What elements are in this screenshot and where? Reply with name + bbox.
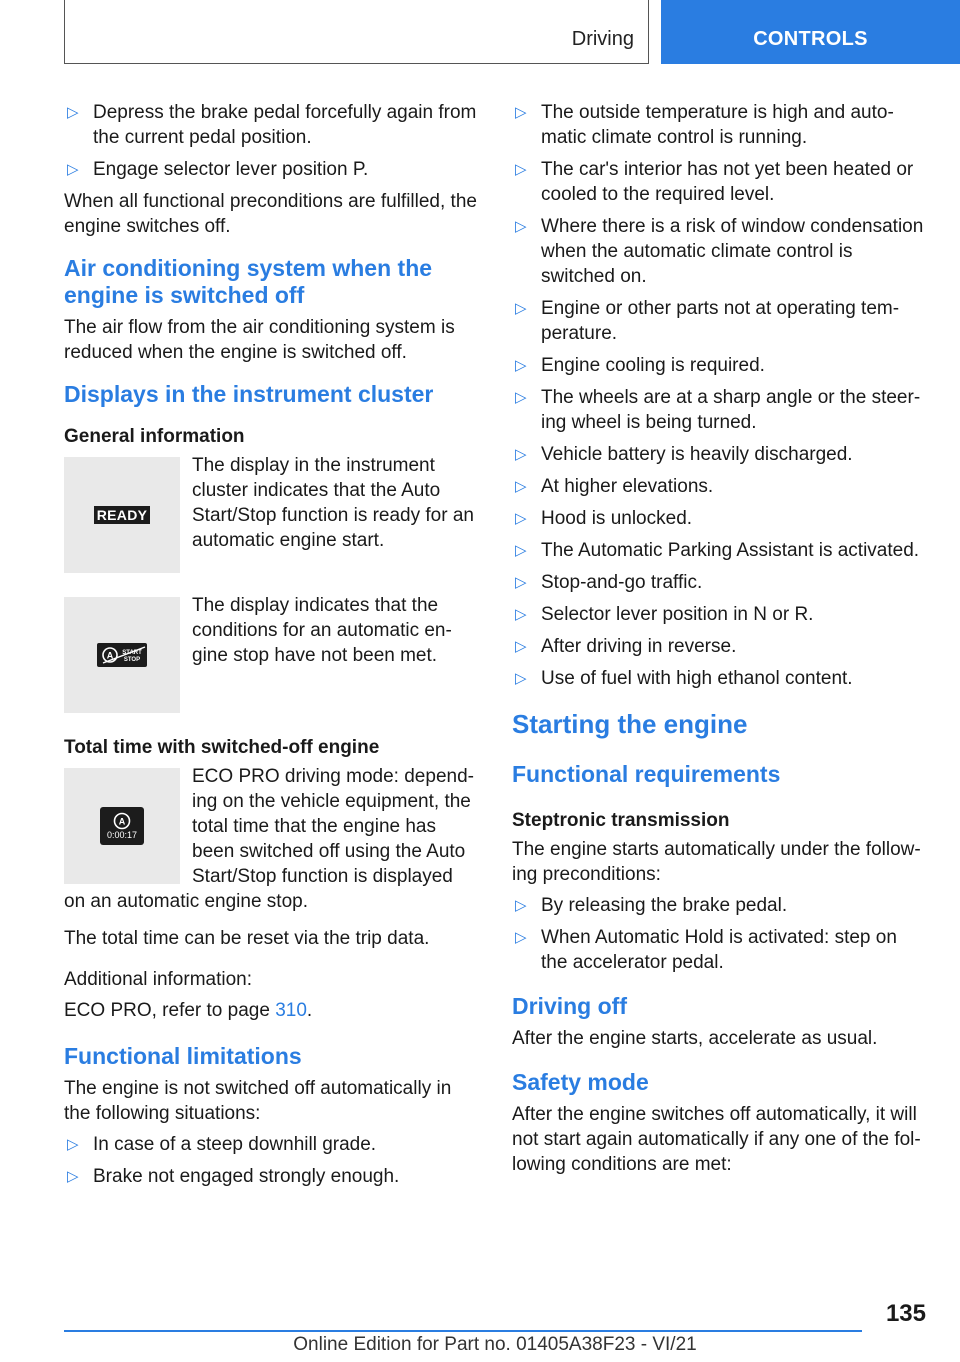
left-column (64, 100, 479, 1196)
section-title: Driving (571, 28, 634, 50)
chapter-tab-label: CONTROLS (753, 28, 868, 50)
bullet-triangle-icon: ▷ (515, 300, 527, 317)
paragraph: Additional information: (64, 969, 252, 990)
list-item: ▷ The wheels are at a sharp angle or the steer-ing wheel is being turned. (515, 387, 921, 433)
auto-start-stop-off-icon (97, 643, 147, 667)
bullet-triangle-icon: ▷ (515, 929, 527, 946)
paragraph: The total time can be reset via the trip data. (64, 928, 430, 949)
page-reference: ECO PRO, refer to page 310. (64, 1000, 313, 1021)
paragraph: The display indicates that the conditions for an automatic en-gine stop have not been met. (192, 595, 452, 666)
list-item: ▷ Vehicle battery is heavily discharged. (515, 444, 853, 465)
list-item: ▷ Where there is a risk of window condensation when the automatic climate control is switched on. (515, 216, 924, 287)
subheading-general: General information (64, 426, 245, 447)
list-item: ▷ At higher elevations. (515, 476, 714, 497)
list-item: ▷ When Automatic Hold is activated: step on the accelerator pedal. (515, 927, 897, 973)
header-frame (64, 0, 649, 64)
bullet-triangle-icon: ▷ (515, 389, 527, 406)
heading-aircon: Air conditioning system when the engine is switched off (64, 255, 433, 308)
paragraph: The engine starts automatically under the follow-ing preconditions: (512, 839, 921, 885)
bullet-triangle-icon: ▷ (515, 897, 527, 914)
heading-functional-requirements: Functional requirements (512, 761, 781, 787)
page-link[interactable]: 310 (275, 1000, 307, 1021)
auto-start-stop-icon (113, 812, 131, 830)
list-item: ▷ Hood is unlocked. (515, 508, 693, 529)
stop-timer-icon (100, 807, 144, 845)
stop-display-image (64, 597, 180, 713)
list-item: ▷ Engine cooling is required. (515, 355, 765, 376)
paragraph: ECO PRO driving mode: depend-ing on the vehicle equipment, the total time that the engine has been switched off using the Auto Start/Stop function is displayed on an automatic engine stop. (64, 766, 474, 912)
bullet-triangle-icon: ▷ (515, 670, 527, 687)
list-item: ▷ Use of fuel with high ethanol content. (515, 668, 853, 689)
bullet-triangle-icon: ▷ (515, 478, 527, 495)
total-time-block (64, 764, 479, 920)
svg-text:A: A (106, 650, 114, 661)
paragraph: After the engine switches off automatically, it will not start again automatically if any one of the fol-lowing conditions are met: (512, 1104, 921, 1175)
bullet-triangle-icon: ▷ (515, 574, 527, 591)
paragraph: When all functional preconditions are fulfilled, the engine switches off. (64, 191, 477, 237)
bullet-triangle-icon: ▷ (515, 104, 527, 121)
footer-edition: Online Edition for Part no. 01405A38F23 - VI/21 (293, 1334, 697, 1355)
heading-safety-mode: Safety mode (512, 1069, 649, 1095)
heading-driving-off: Driving off (512, 993, 627, 1019)
total-time-image (64, 768, 180, 884)
ready-display-block (64, 453, 479, 573)
list-item: ▷ The outside temperature is high and auto-matic climate control is running. (515, 102, 894, 148)
bullet-triangle-icon: ▷ (515, 510, 527, 527)
bullet-triangle-icon: ▷ (515, 542, 527, 559)
stop-timer-value: 0:00:17 (106, 829, 138, 840)
bullet-triangle-icon: ▷ (515, 446, 527, 463)
bullet-triangle-icon: ▷ (67, 1168, 79, 1185)
list-item: ▷ In case of a steep downhill grade. (67, 1134, 377, 1155)
subheading-steptronic: Steptronic transmission (512, 810, 730, 831)
heading-starting: Starting the engine (512, 709, 748, 739)
heading-limitations: Functional limitations (64, 1043, 302, 1069)
heading-displays: Displays in the instrument cluster (64, 381, 434, 407)
auto-start-stop-symbol (101, 645, 147, 665)
ready-icon: READY (94, 506, 151, 524)
svg-text:START: START (122, 650, 142, 656)
list-item: ▷ The Automatic Parking Assistant is activated. (515, 540, 920, 561)
bullet-triangle-icon: ▷ (515, 606, 527, 623)
paragraph: The air flow from the air conditioning system is reduced when the engine is switched off. (64, 317, 455, 363)
paragraph: The display in the instrument cluster indicates that the Auto Start/Stop function is ready for an automatic engine start. (192, 455, 474, 551)
right-column (512, 100, 927, 1183)
list-item: ▷ Stop-and-go traffic. (515, 572, 703, 593)
svg-text:A: A (118, 816, 126, 826)
list-item: ▷ The car's interior has not yet been heated or cooled to the required level. (515, 159, 914, 205)
footer-rule (64, 1330, 862, 1332)
list-item: ▷ Selector lever position in N or R. (515, 604, 814, 625)
bullet-triangle-icon: ▷ (67, 1136, 79, 1153)
bullet-triangle-icon: ▷ (515, 218, 527, 235)
list-item: ▷ Brake not engaged strongly enough. (67, 1166, 400, 1187)
subheading-total-time: Total time with switched-off engine (64, 737, 380, 758)
bullet-triangle-icon: ▷ (515, 161, 527, 178)
list-item: ▷ Engine or other parts not at operating tem-perature. (515, 298, 900, 344)
ready-display-image (64, 457, 180, 573)
bullet-triangle-icon: ▷ (67, 161, 79, 178)
page-number: 135 (885, 1300, 926, 1327)
paragraph: The engine is not switched off automatically in the following situations: (64, 1078, 452, 1124)
list-item: ▷ Depress the brake pedal forcefully again from the current pedal position. (67, 102, 477, 148)
list-item: ▷ After driving in reverse. (515, 636, 737, 657)
list-item: ▷ By releasing the brake pedal. (515, 895, 788, 916)
paragraph: After the engine starts, accelerate as usual. (512, 1028, 878, 1049)
bullet-triangle-icon: ▷ (515, 638, 527, 655)
chapter-tab[interactable] (661, 0, 960, 64)
stop-display-block (64, 593, 479, 713)
bullet-triangle-icon: ▷ (67, 104, 79, 121)
bullet-triangle-icon: ▷ (515, 357, 527, 374)
list-item: ▷ Engage selector lever position P. (67, 159, 369, 180)
svg-text:STOP: STOP (123, 657, 141, 663)
